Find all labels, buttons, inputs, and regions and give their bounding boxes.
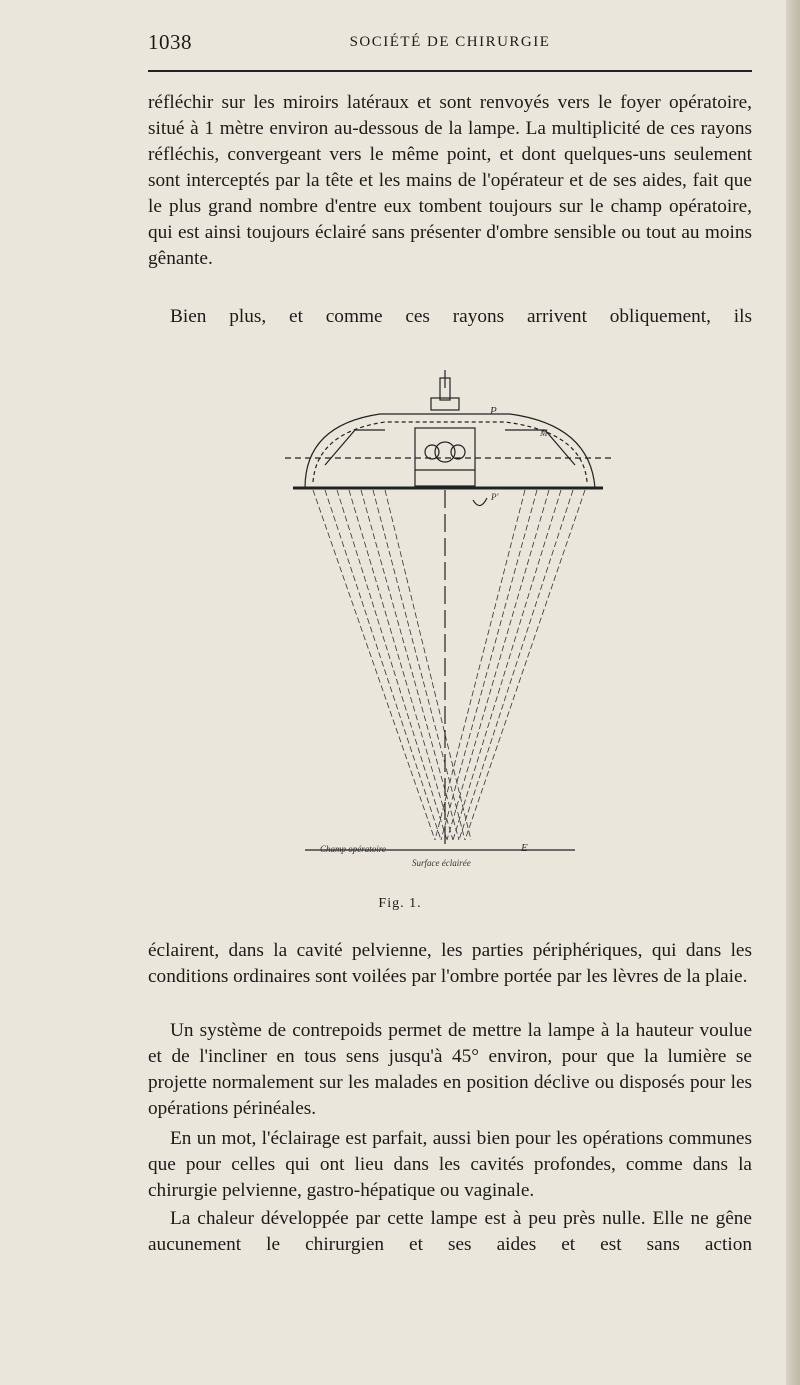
figure-caption: Fig. 1. (378, 896, 422, 911)
header-rule (148, 70, 752, 72)
lamp-center-box (415, 428, 475, 486)
paragraph-5: En un mot, l'éclairage est parfait, aussi bien pour les opérations communes que pour celles qui ont lieu dans les cavités profondes, comme dans la chirurgie pelvienne, gastro-hépatique ou vaginale. (148, 1128, 752, 1201)
label-champ-operatoire: Champ opératoire (320, 844, 386, 854)
figure-lamp-diagram (285, 370, 615, 890)
label-p-prime: P' (491, 492, 499, 502)
label-p: P (490, 405, 497, 417)
lamp-diagram-svg (285, 370, 615, 890)
page-header (148, 30, 752, 60)
paragraph-6: La chaleur développée par cette lampe est à peu près nulle. Elle ne gêne aucunement le chirurgien et ses aides et est sans action (148, 1208, 752, 1255)
label-m: M (540, 428, 548, 438)
label-e: E (521, 842, 528, 854)
paragraph-1: réfléchir sur les miroirs latéraux et sont renvoyés vers le foyer opératoire, situé à 1 mètre environ au-dessous de la lampe. La multiplicité de ces rayons réfléchis, convergeant vers le même point, et dont quelques-uns seulement sont interceptés par la tête et les mains de l'opérateur et de ses aides, fait que le plus grand nombre d'entre eux tombent toujours sur le champ opératoire, qui est ainsi toujours éclairé sans présenter d'ombre sensible ou tout au moins gênante. (148, 92, 752, 269)
lamp-bulb-center (435, 442, 455, 462)
paragraph-2: Bien plus, et comme ces rayons arrivent obliquement, ils (170, 306, 752, 327)
paragraph-3: éclairent, dans la cavité pelvienne, les parties périphériques, qui dans les conditions ordinaires sont voilées par l'ombre portée par les lèvres de la plaie. (148, 940, 752, 987)
lamp-dome (305, 414, 595, 488)
paragraph-4: Un système de contrepoids permet de mettre la lampe à la hauteur voulue et de l'incliner en tous sens jusqu'à 45° environ, pour que la lumière se projette normalement sur les malades en position déclive ou disposés pour les opérations périnéales. (148, 1020, 752, 1119)
label-surface-eclairee: Surface éclairée (412, 858, 471, 868)
mirror-left (325, 430, 385, 465)
curve-p-prime (473, 498, 487, 506)
page-edge (786, 0, 800, 1385)
rays-right (435, 490, 585, 840)
rays-left (313, 490, 471, 840)
running-head: SOCIÉTÉ DE CHIRURGIE (349, 34, 551, 50)
page-number: 1038 (148, 30, 192, 54)
